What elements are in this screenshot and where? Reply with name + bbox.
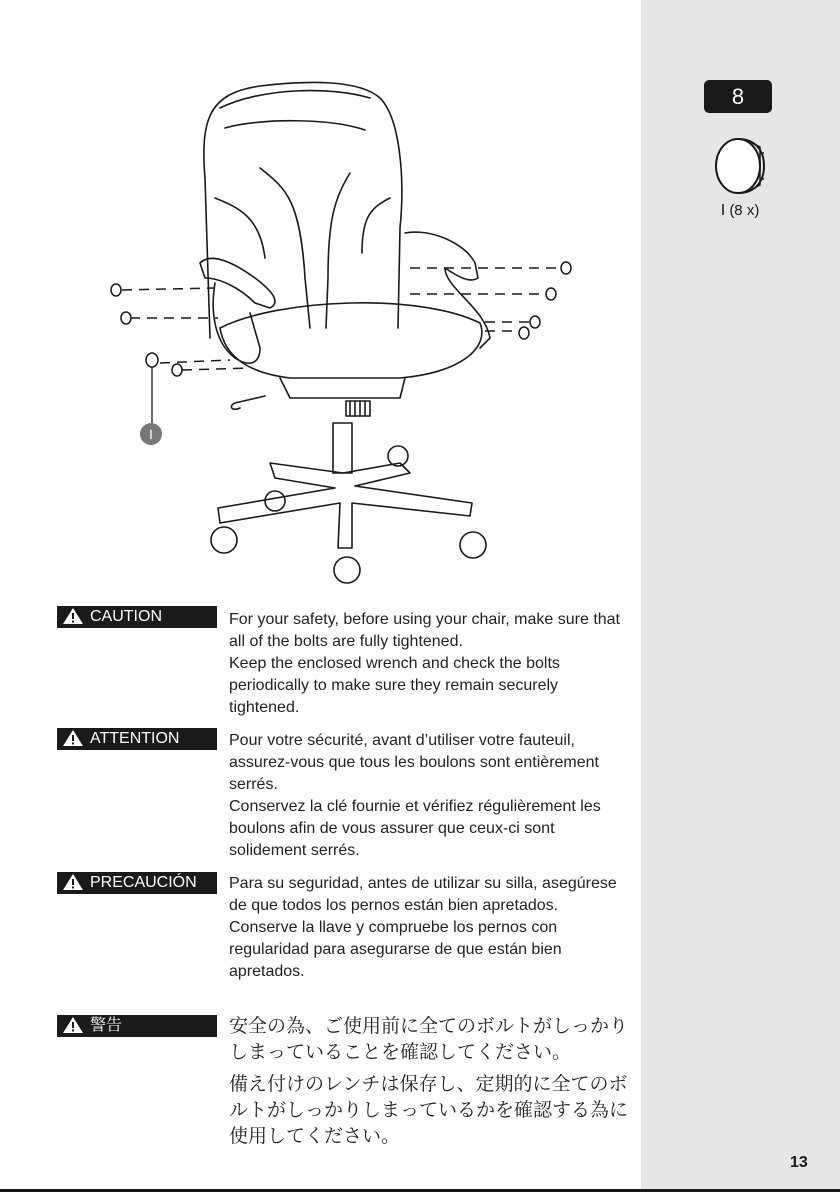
precaucion-paragraph: Para su seguridad, antes de utilizar su silla, asegúrese de que todos los pernos están bien apretados.: [229, 875, 617, 914]
precaucion-paragraph: Conserve la llave y compruebe los pernos con regularidad para asegurarse de que están bien apretados.: [229, 919, 562, 980]
attention-paragraph: Conservez la clé fournie et vérifiez régulièrement les boulons afin de vous assurer que ceux-ci sont solidement serrés.: [229, 798, 601, 859]
step-number-badge: 8: [704, 80, 772, 113]
caution-paragraph: Keep the enclosed wrench and check the bolts periodically to make sure they remain securely tightened.: [229, 655, 560, 716]
caution-text: [229, 609, 629, 719]
page-number: 13: [790, 1154, 808, 1171]
caution-label: CAUTION: [90, 608, 162, 625]
part-letter: I: [720, 202, 726, 219]
cap-icon: [712, 135, 770, 197]
precaucion-label: PRECAUCIÓN: [90, 874, 197, 891]
attention-text: [229, 730, 629, 862]
attention-paragraph: Pour votre sécurité, avant d’utiliser votre fauteuil, assurez-vous que tous les boulons sont entièrement serrés.: [229, 732, 599, 793]
caution-paragraph: For your safety, before using your chair, make sure that all of the bolts are fully tightened.: [229, 611, 620, 650]
keikoku-paragraph: 安全の為、ご使用前に全てのボルトがしっかりしまっていることを確認してください。: [229, 1015, 629, 1063]
precaucion-badge: [57, 872, 217, 894]
precaucion-text: [229, 873, 629, 983]
warning-icon: [62, 1016, 84, 1034]
warning-icon: [62, 607, 84, 625]
warning-icon: [62, 873, 84, 891]
warning-icon: [62, 729, 84, 747]
chair-assembly-illustration: [100, 78, 590, 588]
keikoku-paragraph: 備え付けのレンチは保存し、定期的に全てのボルトがしっかりしまっているかを確認する為に使用してください。: [229, 1073, 629, 1147]
keikoku-label: 警告: [90, 1017, 123, 1034]
caution-badge: [57, 606, 217, 628]
attention-label: ATTENTION: [90, 730, 180, 747]
part-label: [700, 202, 780, 220]
part-callout: [140, 423, 162, 445]
part-callout-letter: I: [149, 426, 153, 442]
keikoku-text: [229, 1013, 629, 1149]
attention-badge: [57, 728, 217, 750]
part-quantity: (8 x): [729, 202, 760, 219]
keikoku-badge: [57, 1015, 217, 1037]
